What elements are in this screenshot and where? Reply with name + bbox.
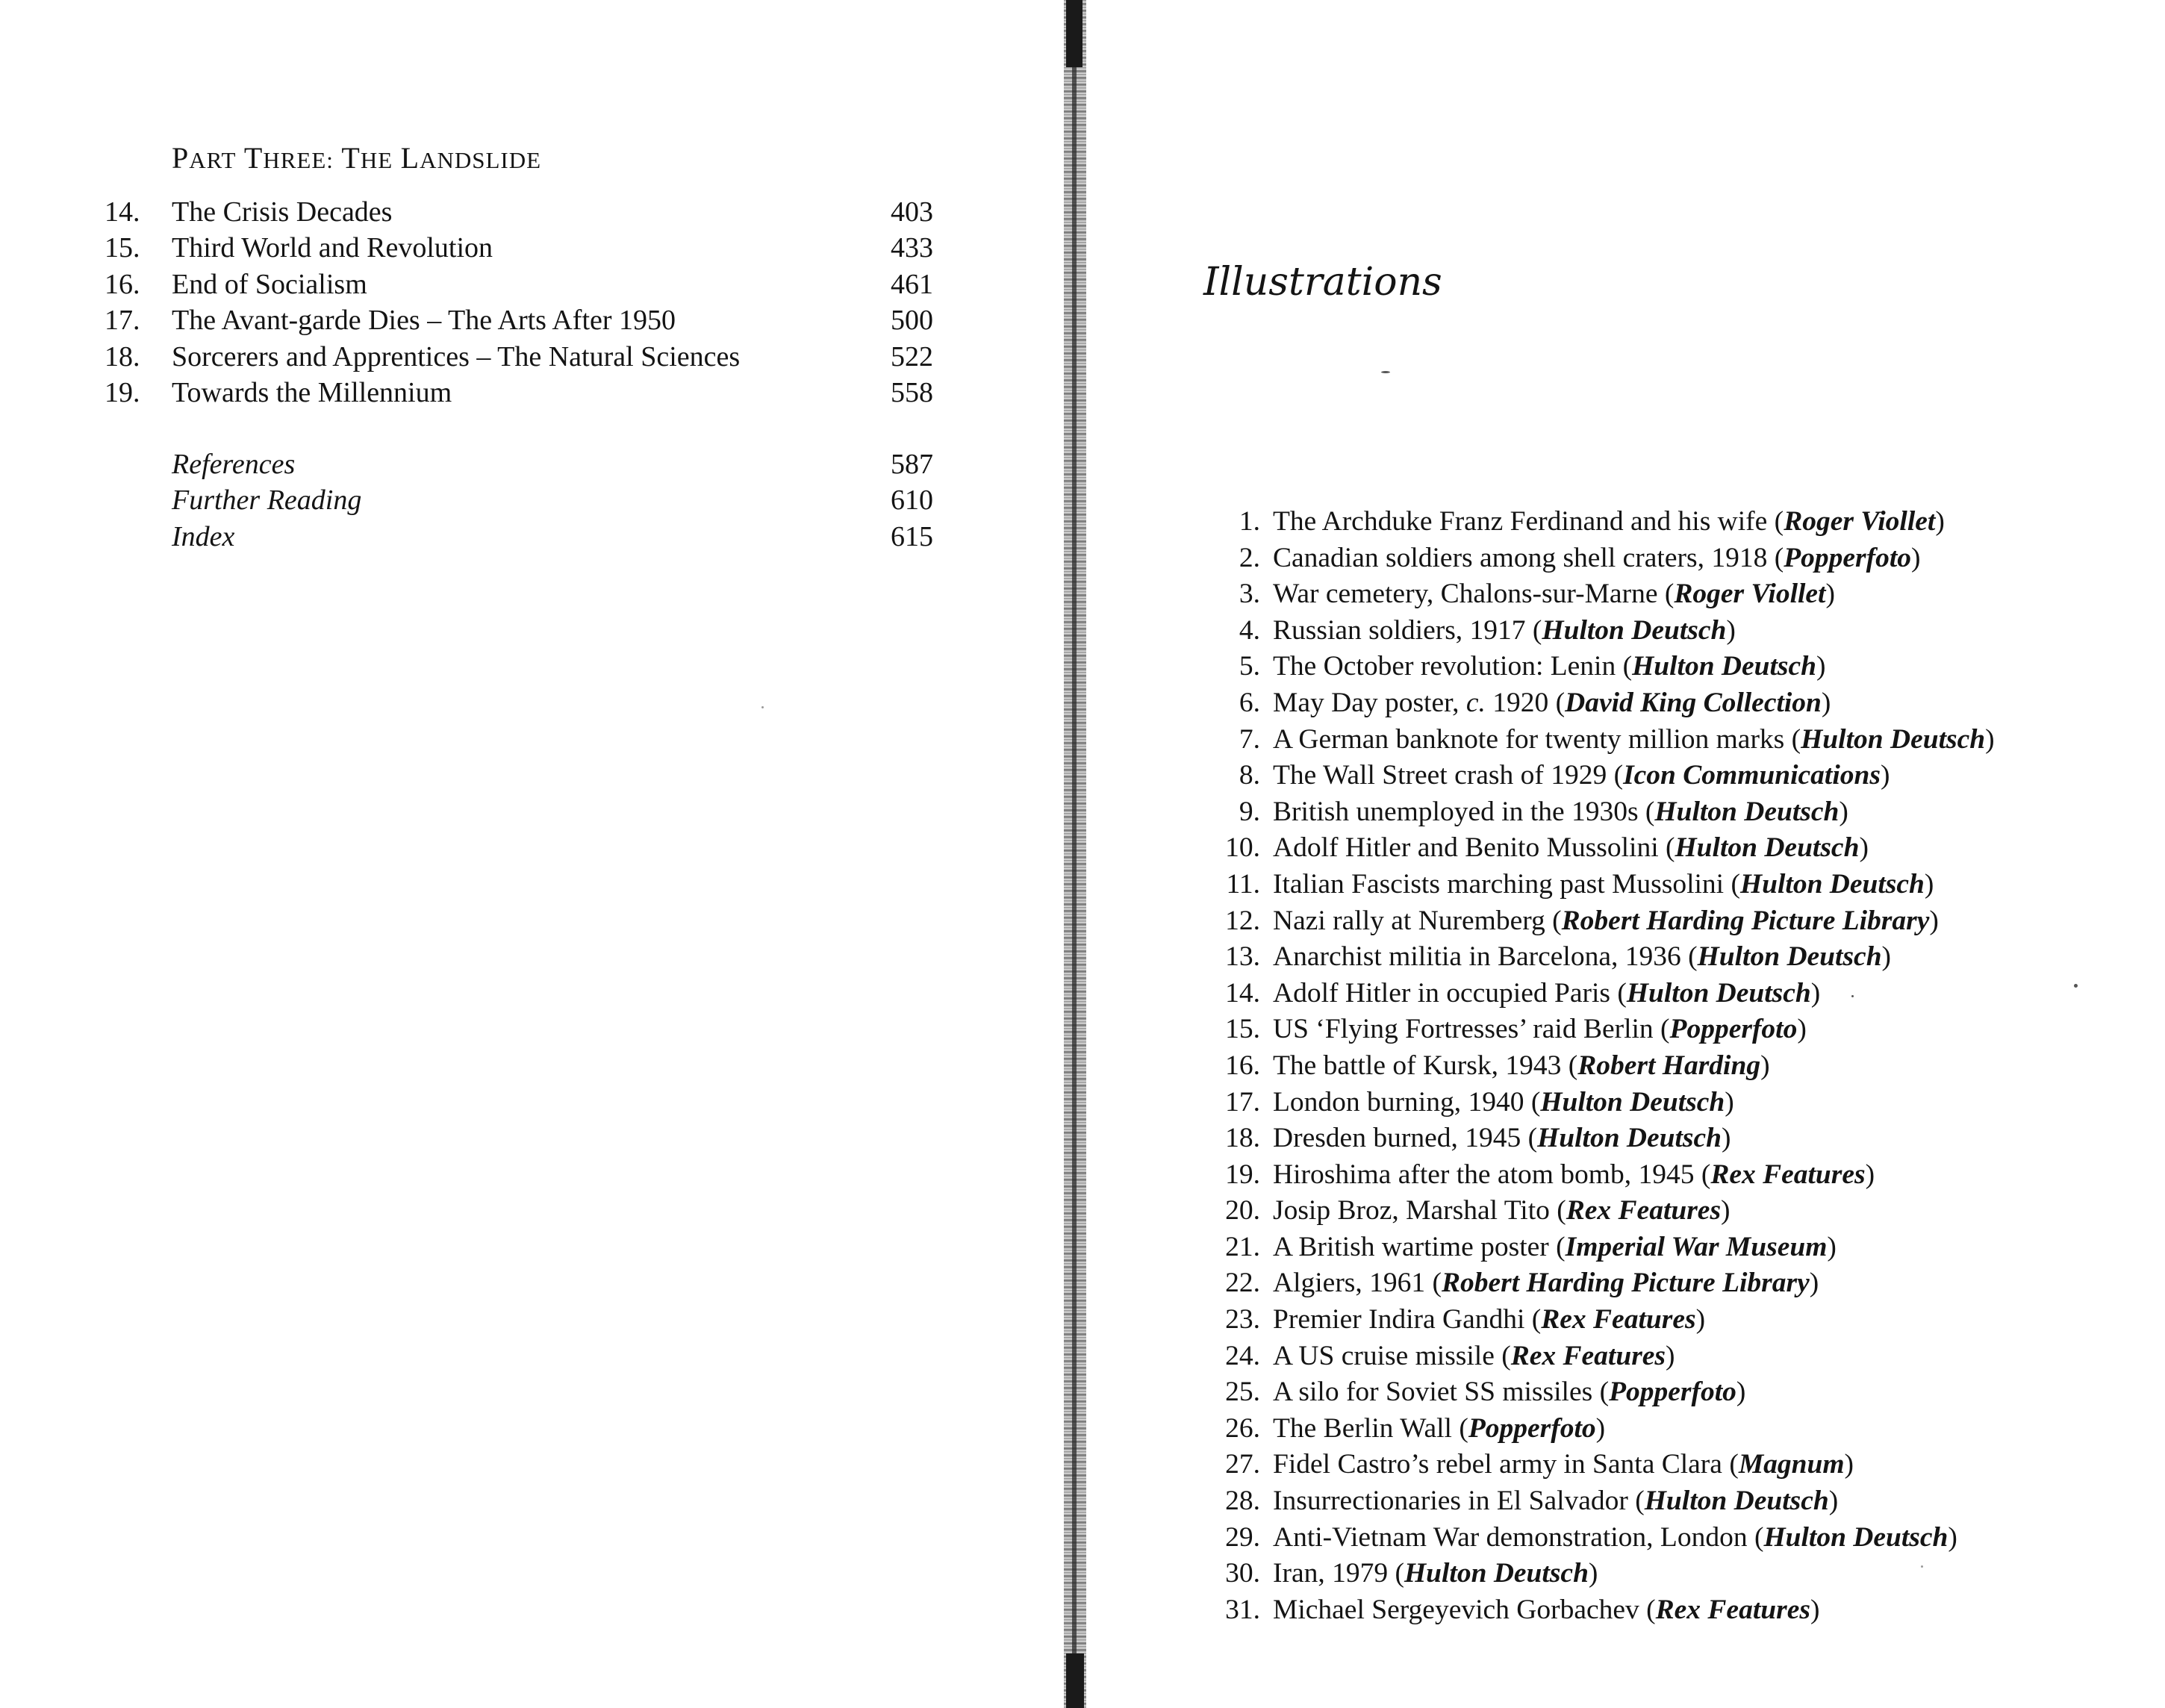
illustrations-heading: Illustrations xyxy=(1203,260,1442,305)
caption-text: Michael Sergeyevich Gorbachev ( xyxy=(1273,1594,1656,1625)
illustration-entry xyxy=(1202,649,2060,685)
caption-text: ) xyxy=(1695,1304,1706,1335)
illustration-entry xyxy=(1202,794,2060,831)
caption-text: ) xyxy=(1985,723,1995,755)
illustration-entry xyxy=(1202,1374,2060,1411)
photo-credit: Hulton Deutsch xyxy=(1697,941,1882,973)
caption-text: ) xyxy=(1726,614,1736,646)
caption-text: Dresden burned, 1945 ( xyxy=(1273,1123,1538,1154)
illustration-entry xyxy=(1202,504,2060,540)
chapter-entry xyxy=(105,267,933,302)
photo-credit: Hulton Deutsch xyxy=(1763,1521,1948,1553)
illustration-caption xyxy=(1273,1520,1957,1556)
illustration-entry xyxy=(1202,722,2060,758)
caption-text: A US cruise missile ( xyxy=(1273,1340,1511,1371)
caption-text: Insurrectionaries in El Salvador ( xyxy=(1273,1486,1645,1517)
caption-text: ) xyxy=(1948,1521,1957,1553)
illustration-caption xyxy=(1273,685,1831,721)
chapter-title: Sorcerers and Apprentices – The Natural Sciences xyxy=(172,340,741,373)
illustration-entry xyxy=(1202,1447,2060,1483)
scan-speck xyxy=(1851,995,1854,997)
photo-credit: Hulton Deutsch xyxy=(1537,1123,1722,1154)
chapter-title: Third World and Revolution xyxy=(172,232,493,264)
caption-text: ) xyxy=(1816,651,1826,682)
caption-text: Nazi rally at Nuremberg ( xyxy=(1273,905,1562,936)
photo-credit: Hulton Deutsch xyxy=(1675,832,1860,864)
illustration-number: 31. xyxy=(1225,1594,1260,1625)
illustration-number: 16. xyxy=(1225,1050,1260,1081)
photo-credit: Rex Features xyxy=(1710,1159,1866,1190)
backmatter-entry xyxy=(105,446,933,482)
photo-credit: Imperial War Museum xyxy=(1565,1231,1828,1262)
illustration-entry xyxy=(1202,867,2060,903)
illustration-caption xyxy=(1273,976,1820,1012)
photo-credit: Hulton Deutsch xyxy=(1801,723,1986,755)
illustration-number: 1. xyxy=(1239,506,1260,537)
illustration-caption xyxy=(1273,1265,1819,1301)
illustration-entry xyxy=(1202,939,2060,976)
illustration-number: 17. xyxy=(1225,1086,1260,1118)
part-heading-cap: T xyxy=(341,141,361,175)
scan-speck xyxy=(1381,371,1390,373)
chapter-number: 18. xyxy=(105,340,140,373)
caption-text: ) xyxy=(1821,687,1831,718)
backmatter-title: Further Reading xyxy=(172,484,362,517)
illustration-number: 4. xyxy=(1239,614,1260,646)
illustration-caption xyxy=(1273,1302,1705,1338)
caption-text: ) xyxy=(1839,796,1848,827)
caption-text: London burning, 1940 ( xyxy=(1273,1086,1541,1118)
photo-credit: Popperfoto xyxy=(1609,1377,1736,1408)
photo-credit: Robert Harding xyxy=(1577,1050,1761,1081)
caption-text: The Archduke Franz Ferdinand and his wife ( xyxy=(1273,506,1784,537)
caption-text: Anarchist militia in Barcelona, 1936 ( xyxy=(1273,941,1698,973)
part-heading-rest: HE xyxy=(360,147,393,173)
chapter-page: 522 xyxy=(891,340,933,373)
caption-text: ) xyxy=(1722,1123,1731,1154)
caption-text: ) xyxy=(1859,832,1869,864)
photo-credit: Popperfoto xyxy=(1784,542,1912,573)
illustration-number: 18. xyxy=(1225,1123,1260,1154)
photo-credit: Hulton Deutsch xyxy=(1404,1558,1589,1589)
caption-text: A British wartime poster ( xyxy=(1273,1231,1566,1262)
photo-credit: Hulton Deutsch xyxy=(1626,977,1811,1009)
illustration-entry xyxy=(1202,1121,2060,1157)
illustration-number: 27. xyxy=(1225,1449,1260,1480)
illustration-number: 7. xyxy=(1239,723,1260,755)
chapter-number: 16. xyxy=(105,268,140,300)
photo-credit: Popperfoto xyxy=(1669,1014,1798,1045)
photo-credit: Rex Features xyxy=(1655,1594,1810,1625)
chapter-entry xyxy=(105,375,933,411)
caption-text: ) xyxy=(1825,579,1835,610)
caption-text: ) xyxy=(1725,1086,1734,1118)
caption-text: ) xyxy=(1924,868,1934,900)
photo-credit: Hulton Deutsch xyxy=(1739,868,1925,900)
illustration-number: 29. xyxy=(1225,1521,1260,1553)
illustration-caption xyxy=(1273,613,1736,649)
backmatter-title: Index xyxy=(172,520,235,552)
illustration-entry xyxy=(1202,1085,2060,1121)
illustration-number: 3. xyxy=(1239,579,1260,610)
chapter-number: 14. xyxy=(105,196,140,228)
illustration-caption xyxy=(1273,722,1995,758)
backmatter-page: 587 xyxy=(891,449,933,480)
illustration-entry xyxy=(1202,903,2060,940)
illustration-number: 30. xyxy=(1225,1558,1260,1589)
illustration-entry xyxy=(1202,685,2060,722)
illustration-entry xyxy=(1202,1193,2060,1229)
caption-text: Fidel Castro’s rebel army in Santa Clara ( xyxy=(1273,1449,1739,1480)
photo-credit: Popperfoto xyxy=(1468,1412,1596,1444)
illustration-number: 23. xyxy=(1225,1304,1260,1335)
part-heading-rest: HREE: xyxy=(263,147,334,173)
illustration-number: 20. xyxy=(1225,1195,1260,1227)
illustration-number: 19. xyxy=(1225,1159,1260,1190)
caption-text: Algiers, 1961 ( xyxy=(1273,1268,1442,1299)
illustration-caption xyxy=(1273,504,1945,540)
photo-credit: Rex Features xyxy=(1510,1340,1666,1371)
caption-text: ) xyxy=(1929,905,1939,936)
illustration-entry xyxy=(1202,1483,2060,1520)
illustration-number: 22. xyxy=(1225,1268,1260,1299)
illustration-caption xyxy=(1273,1229,1837,1265)
illustration-number: 11. xyxy=(1226,868,1260,900)
caption-text: ) xyxy=(1810,1594,1820,1625)
chapter-title: Towards the Millennium xyxy=(172,376,452,408)
illustration-caption xyxy=(1273,1157,1875,1193)
photo-credit: Hulton Deutsch xyxy=(1644,1486,1829,1517)
chapter-page: 558 xyxy=(891,376,933,408)
illustration-caption xyxy=(1273,1121,1731,1156)
illustration-entry xyxy=(1202,576,2060,613)
illustration-caption xyxy=(1273,1012,1807,1047)
part-heading xyxy=(172,140,541,175)
illustration-caption xyxy=(1273,1085,1734,1121)
part-heading-rest: ART xyxy=(189,147,237,173)
illustration-number: 9. xyxy=(1239,796,1260,827)
caption-text: ) xyxy=(1588,1558,1598,1589)
illustration-entry xyxy=(1202,1229,2060,1266)
chapter-entry xyxy=(105,339,933,375)
illustration-number: 21. xyxy=(1225,1231,1260,1262)
backmatter-title: References xyxy=(172,449,296,480)
photo-credit: David King Collection xyxy=(1565,687,1822,718)
illustration-caption xyxy=(1273,758,1890,794)
chapter-number: 17. xyxy=(105,305,140,337)
chapter-entry xyxy=(105,302,933,338)
illustration-entry xyxy=(1202,1012,2060,1048)
photo-credit: Magnum xyxy=(1738,1449,1845,1480)
caption-text: ) xyxy=(1736,1377,1746,1408)
photo-credit: Icon Communications xyxy=(1623,760,1881,791)
illustration-entry xyxy=(1202,1338,2060,1375)
illustration-caption xyxy=(1273,1338,1675,1374)
caption-italic: c. xyxy=(1465,687,1486,718)
caption-text: Adolf Hitler in occupied Paris ( xyxy=(1273,977,1627,1009)
caption-text: Anti-Vietnam War demonstration, London ( xyxy=(1273,1521,1764,1553)
photo-credit: Robert Harding Picture Library xyxy=(1442,1268,1810,1299)
caption-text: Adolf Hitler and Benito Mussolini ( xyxy=(1273,832,1675,864)
chapter-title: The Avant-garde Dies – The Arts After 1950 xyxy=(172,305,676,337)
caption-text: Hiroshima after the atom bomb, 1945 ( xyxy=(1273,1159,1711,1190)
illustration-number: 8. xyxy=(1239,760,1260,791)
illustration-number: 26. xyxy=(1225,1412,1260,1444)
illustration-entry xyxy=(1202,1157,2060,1194)
illustration-entry xyxy=(1202,758,2060,794)
illustration-caption xyxy=(1273,1483,1838,1519)
caption-text: The Berlin Wall ( xyxy=(1273,1412,1468,1444)
backmatter-page: 615 xyxy=(891,520,933,552)
caption-text: Italian Fascists marching past Mussolini ( xyxy=(1273,868,1740,900)
illustration-number: 25. xyxy=(1225,1377,1260,1408)
scan-speck xyxy=(1921,1565,1923,1568)
illustration-number: 10. xyxy=(1225,832,1260,864)
caption-text: The October revolution: Lenin ( xyxy=(1273,651,1633,682)
illustration-number: 12. xyxy=(1225,905,1260,936)
chapter-page: 433 xyxy=(891,232,933,264)
illustration-caption xyxy=(1273,830,1869,866)
illustration-entry xyxy=(1202,1411,2060,1447)
illustration-number: 28. xyxy=(1225,1486,1260,1517)
illustration-number: 6. xyxy=(1239,687,1260,718)
illustration-caption xyxy=(1273,1374,1745,1410)
caption-text: The battle of Kursk, 1943 ( xyxy=(1273,1050,1578,1081)
caption-text: Premier Indira Gandhi ( xyxy=(1273,1304,1542,1335)
photo-credit: Robert Harding Picture Library xyxy=(1561,905,1930,936)
photo-credit: Hulton Deutsch xyxy=(1540,1086,1725,1118)
backmatter-page: 610 xyxy=(891,484,933,517)
caption-text: ) xyxy=(1797,1014,1807,1045)
scan-speck xyxy=(761,706,764,708)
caption-text: ) xyxy=(1809,1268,1819,1299)
illustration-entry xyxy=(1202,540,2060,577)
caption-text: Josip Broz, Marshal Tito ( xyxy=(1273,1195,1566,1227)
part-heading-cap: L xyxy=(400,141,420,175)
chapter-number: 15. xyxy=(105,232,140,264)
illustration-entry xyxy=(1202,1302,2060,1338)
part-heading-cap: P xyxy=(172,141,190,175)
illustration-number: 24. xyxy=(1225,1340,1260,1371)
illustration-caption xyxy=(1273,649,1826,685)
caption-text: The Wall Street crash of 1929 ( xyxy=(1273,760,1624,791)
caption-text: ) xyxy=(1865,1159,1875,1190)
caption-text: A German banknote for twenty million marks ( xyxy=(1273,723,1801,755)
chapter-entry xyxy=(105,230,933,266)
chapter-page: 461 xyxy=(891,268,933,300)
chapter-number: 19. xyxy=(105,376,140,408)
illustration-caption xyxy=(1273,1447,1854,1483)
backmatter-entry xyxy=(105,519,933,555)
chapter-list xyxy=(105,194,933,411)
caption-text: Canadian soldiers among shell craters, 1918 ( xyxy=(1273,542,1784,573)
illustration-caption xyxy=(1273,1048,1770,1084)
photo-credit: Hulton Deutsch xyxy=(1542,614,1727,646)
illustration-number: 13. xyxy=(1225,941,1260,973)
illustration-entry xyxy=(1202,1048,2060,1085)
illustration-number: 5. xyxy=(1239,651,1260,682)
caption-text: War cemetery, Chalons-sur-Marne ( xyxy=(1273,579,1675,610)
photo-credit: Roger Viollet xyxy=(1784,506,1936,537)
illustrations-list xyxy=(1202,504,2060,1628)
illustration-entry xyxy=(1202,613,2060,649)
illustration-caption xyxy=(1273,867,1934,903)
chapter-page: 403 xyxy=(891,196,933,228)
chapter-title: The Crisis Decades xyxy=(172,196,393,228)
illustration-caption xyxy=(1273,1556,1598,1592)
illustration-entry xyxy=(1202,976,2060,1012)
illustration-entry xyxy=(1202,1556,2060,1592)
illustration-number: 2. xyxy=(1239,542,1260,573)
caption-text: ) xyxy=(1721,1195,1731,1227)
caption-text: ) xyxy=(1810,977,1821,1009)
caption-text: May Day poster, xyxy=(1273,687,1466,718)
chapter-entry xyxy=(105,194,933,230)
illustration-number: 15. xyxy=(1225,1014,1260,1045)
chapter-page: 500 xyxy=(891,305,933,337)
caption-text: ) xyxy=(1880,760,1890,791)
photo-credit: Hulton Deutsch xyxy=(1632,651,1817,682)
illustration-entry xyxy=(1202,830,2060,867)
chapter-title: End of Socialism xyxy=(172,268,367,300)
illustration-entry xyxy=(1202,1592,2060,1629)
illustration-caption xyxy=(1273,1411,1605,1447)
caption-text: British unemployed in the 1930s ( xyxy=(1273,796,1655,827)
scan-speck xyxy=(2074,984,2078,988)
illustration-caption xyxy=(1273,939,1891,975)
backmatter-list xyxy=(105,446,933,555)
backmatter-entry xyxy=(105,482,933,518)
photo-credit: Hulton Deutsch xyxy=(1654,796,1840,827)
caption-text: ) xyxy=(1881,941,1892,973)
caption-text: A silo for Soviet SS missiles ( xyxy=(1273,1377,1610,1408)
photo-credit: Rex Features xyxy=(1566,1195,1722,1227)
caption-text: ) xyxy=(1595,1412,1606,1444)
photo-credit: Rex Features xyxy=(1541,1304,1696,1335)
illustration-caption xyxy=(1273,1592,1819,1628)
part-heading-cap: T xyxy=(243,141,264,175)
illustration-caption xyxy=(1273,903,1939,939)
illustration-caption xyxy=(1273,540,1921,576)
caption-text: ) xyxy=(1844,1449,1854,1480)
illustration-entry xyxy=(1202,1265,2060,1302)
illustration-caption xyxy=(1273,1193,1731,1229)
caption-text: ) xyxy=(1666,1340,1675,1371)
caption-text: ) xyxy=(1911,542,1921,573)
book-gutter-bottom xyxy=(1066,1654,1084,1708)
photo-credit: Roger Viollet xyxy=(1674,579,1826,610)
caption-text: ) xyxy=(1828,1486,1839,1517)
part-heading-rest: ANDSLIDE xyxy=(420,147,542,173)
illustration-caption xyxy=(1273,794,1848,830)
caption-text: Iran, 1979 ( xyxy=(1273,1558,1404,1589)
caption-text: ) xyxy=(1935,506,1945,537)
illustration-number: 14. xyxy=(1225,977,1260,1009)
caption-text: Russian soldiers, 1917 ( xyxy=(1273,614,1542,646)
book-gutter-top xyxy=(1066,0,1082,67)
caption-text: 1920 ( xyxy=(1485,687,1566,718)
caption-text: ) xyxy=(1760,1050,1770,1081)
caption-text: ) xyxy=(1827,1231,1837,1262)
caption-text: US ‘Flying Fortresses’ raid Berlin ( xyxy=(1273,1014,1670,1045)
book-gutter-core xyxy=(1072,0,1077,1708)
illustration-entry xyxy=(1202,1520,2060,1556)
illustration-caption xyxy=(1273,576,1835,612)
